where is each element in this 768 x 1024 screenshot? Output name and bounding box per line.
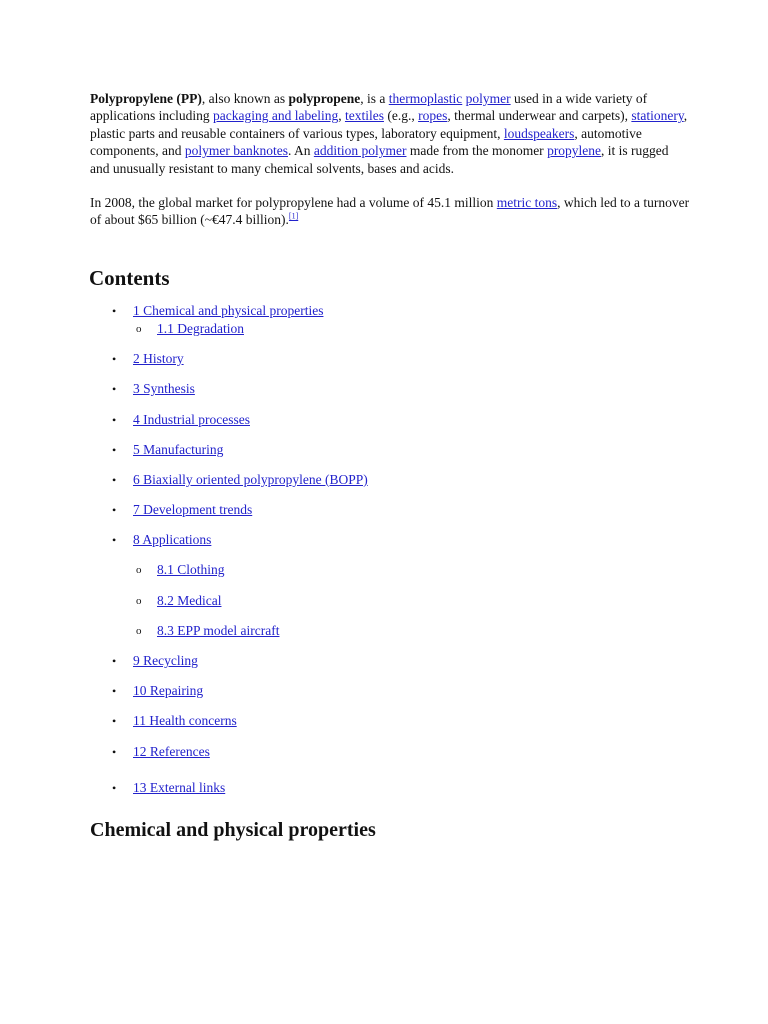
link-stationery[interactable]: stationery: [631, 108, 684, 124]
toc-sublist: [112, 320, 672, 350]
bullet-icon: •: [112, 412, 117, 427]
link-ropes[interactable]: ropes: [418, 108, 448, 124]
circle-bullet-icon: o: [136, 624, 142, 637]
article-intro: [90, 90, 690, 229]
toc-item: [112, 471, 672, 501]
contents-heading: Contents: [89, 266, 170, 290]
toc-subitem: [112, 561, 672, 591]
toc-link[interactable]: 5 Manufacturing: [133, 441, 224, 457]
text: In 2008, the global market for polypropylene had a volume of 45.1 million: [90, 195, 497, 211]
bullet-icon: •: [112, 382, 117, 397]
toc-link[interactable]: 9 Recycling: [133, 653, 198, 669]
text: , also known as: [201, 91, 289, 106]
toc-link[interactable]: 4 Industrial processes: [133, 411, 250, 427]
toc-item: [112, 531, 672, 652]
bullet-icon: •: [112, 714, 117, 729]
bullet-icon: •: [112, 654, 117, 669]
table-of-contents: [112, 302, 672, 809]
term-bold: polypropene: [288, 91, 361, 106]
toc-link[interactable]: 7 Development trends: [133, 502, 253, 518]
toc-item: [112, 779, 672, 809]
link-propylene[interactable]: propylene: [547, 143, 602, 159]
bullet-icon: •: [112, 684, 117, 699]
circle-bullet-icon: o: [136, 594, 142, 607]
bullet-icon: •: [112, 503, 117, 518]
link-polymer-banknotes[interactable]: polymer banknotes: [184, 143, 288, 159]
toc-item: [112, 652, 672, 682]
term-bold: Polypropylene (PP): [90, 91, 202, 106]
toc-item: [112, 302, 672, 350]
link-thermoplastic[interactable]: thermoplastic: [388, 91, 463, 106]
toc-link[interactable]: 13 External links: [133, 779, 226, 795]
toc-link[interactable]: 3 Synthesis: [133, 381, 195, 397]
toc-item: [112, 743, 672, 773]
circle-bullet-icon: o: [136, 323, 142, 335]
text: , plastic parts and reusable containers of various types, laboratory equipment,: [90, 108, 688, 141]
toc-item: [112, 682, 672, 712]
text: , it is rugged and unusually resistant to many chemical solvents, bases and acids.: [90, 143, 669, 176]
bullet-icon: •: [112, 352, 117, 367]
toc-item: [112, 350, 672, 380]
link-packaging[interactable]: packaging and labeling: [212, 108, 339, 124]
toc-link[interactable]: 12 References: [133, 743, 210, 759]
toc-subitem: [112, 622, 672, 652]
toc-link[interactable]: 8 Applications: [133, 532, 212, 548]
bullet-icon: •: [112, 744, 117, 759]
intro-paragraph-2: [90, 194, 690, 229]
toc-subitem: [112, 320, 672, 350]
toc-sublink[interactable]: 8.2 Medical: [157, 592, 222, 608]
text: (e.g.,: [383, 108, 419, 124]
text: ,: [338, 108, 345, 124]
text: , thermal underwear and carpets),: [447, 108, 632, 124]
bullet-icon: •: [112, 304, 117, 318]
toc-subitem: [112, 592, 672, 622]
bullet-icon: •: [112, 442, 117, 457]
text: used in a wide variety of applications including: [90, 91, 648, 124]
toc-sublist: [112, 561, 672, 652]
text: , automotive components, and: [90, 125, 642, 159]
toc-item: [112, 712, 672, 742]
link-textiles[interactable]: textiles: [344, 108, 384, 124]
link-addition-polymer[interactable]: addition polymer: [313, 143, 407, 159]
reference-link[interactable]: [1]: [288, 211, 299, 221]
link-polymer[interactable]: polymer: [465, 91, 511, 106]
text: . An: [287, 143, 314, 159]
bullet-icon: •: [112, 472, 117, 487]
link-metric-tons[interactable]: metric tons: [496, 195, 558, 211]
bullet-icon: •: [112, 533, 117, 548]
toc-sublink[interactable]: 1.1 Degradation: [157, 321, 244, 336]
toc-item: [112, 411, 672, 441]
circle-bullet-icon: o: [136, 564, 142, 577]
toc-link[interactable]: 1 Chemical and physical properties: [133, 303, 324, 318]
toc-link[interactable]: 11 Health concerns: [133, 713, 237, 729]
section-heading: Chemical and physical properties: [90, 819, 376, 841]
text: , which led to a turnover of about $65 billion (~€47.4 billion).: [90, 195, 690, 228]
toc-sublink[interactable]: 8.3 EPP model aircraft: [157, 622, 280, 638]
bullet-icon: •: [112, 780, 117, 795]
toc-link[interactable]: 6 Biaxially oriented polypropylene (BOPP): [133, 471, 368, 487]
toc-item: [112, 501, 672, 531]
toc-sublink[interactable]: 8.1 Clothing: [157, 562, 225, 578]
intro-paragraph-1: [90, 90, 690, 177]
text: made from the monomer: [406, 143, 548, 159]
toc-item: [112, 441, 672, 471]
toc-link[interactable]: 2 History: [133, 351, 184, 367]
link-loudspeakers[interactable]: loudspeakers: [503, 125, 575, 141]
text: , is a: [360, 91, 389, 106]
toc-link[interactable]: 10 Repairing: [133, 683, 204, 699]
toc-item: [112, 380, 672, 410]
